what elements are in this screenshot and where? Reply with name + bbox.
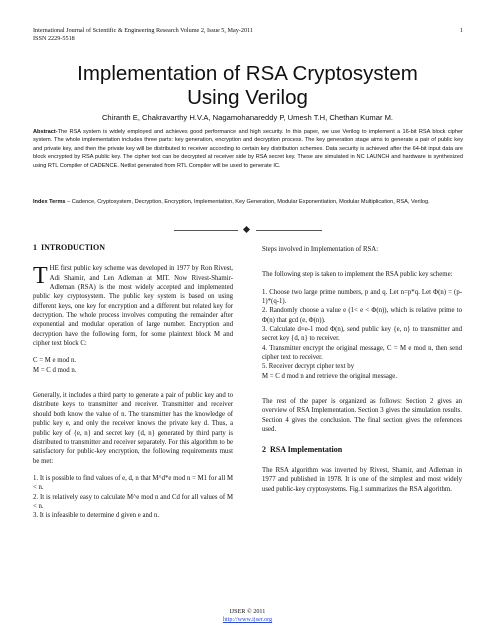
- issn: ISSN 2229-5518: [33, 35, 75, 42]
- steps-intro: The following step is taken to implement the RSA public key scheme:: [262, 271, 453, 279]
- abstract-text: The RSA system is widely employed and achieves good performance and high security. In this paper, we use Verilog to implement a 16-bit RSA block cipher system. The whole implementation includes three parts: key generation, encryption and decryption process. The key generation stage aims to generate a pair of public key and private key, and then the private key will be distributed to receiver according to certain key distribution schemes. Data security is achieved after the 64-bit input data are block encrypted by RSA public key. The cipher text can be decrypted at receiver side by RSA secret key. These are simulated in NC LAUNCH and hardware is synthesized using RTL Compiler of CADENCE. Netlist generated from RTL Compiler will be used to generate IC.: [33, 129, 463, 169]
- intro-paragraph: [33, 264, 233, 348]
- section-1-heading: [33, 243, 233, 252]
- authors: Chiranth E, Chakravarthy H.V.A, Nagamohanareddy P, Umesh T.H, Chethan Kumar M.: [101, 113, 394, 122]
- diamond-icon: [243, 226, 250, 233]
- equation-encrypt: C = M e mod n.: [33, 357, 77, 365]
- section-2-title: RSA Implementation: [270, 444, 343, 454]
- right-column: [262, 237, 462, 502]
- step-3: 3. Calculate d≡e-1 mod Φ(n), send public key {e, n} to transmitter and secret key {d, n} to receiver.: [262, 326, 462, 343]
- third-party-paragraph: Generally, it includes a third party to generate a pair of public key and to distribute keys to transmitter and receiver. Transmitter and receiver should both know the value of n. The transmitter has the knowledge of public key e, and only the receiver knows the private key d. Thus, a public key of {e, n} and secret key {d, n} generated by third party is distributed to transmitter and receiver separately. For this algorithm to be satisfactory for public-key encryption, the following requirements must be met:: [33, 392, 233, 465]
- divider-line-left: [174, 230, 238, 231]
- steps-heading: Steps involved in Implementation of RSA:: [262, 246, 379, 253]
- journal-name: International Journal of Scientific & Engineering Research Volume 2, Issue 5, May-2011: [33, 27, 254, 34]
- step-5-continued: M = C d mod n and retrieve the original message.: [262, 372, 398, 380]
- section-1-number: 1: [33, 243, 37, 252]
- page-number: 1: [459, 27, 463, 34]
- section-1-title-initial: I: [41, 243, 45, 252]
- section-1-title-rest: NTRODUCTION: [44, 243, 106, 252]
- section-divider: [174, 226, 322, 234]
- copyright: IJSER © 2011: [229, 608, 266, 615]
- running-header: [33, 27, 463, 43]
- index-terms: [33, 198, 463, 206]
- page-footer: [0, 608, 495, 624]
- abstract-label: Abstract-: [33, 129, 58, 135]
- journal-url-link[interactable]: http://www.ijser.org: [222, 616, 273, 623]
- requirement-1: 1. It is possible to find values of e, d, n that M^d*e mod n = M1 for all M < n.: [33, 474, 233, 492]
- requirement-2: 2. It is relatively easy to calculate M^e mod n and Cd for all values of M < n.: [33, 493, 233, 510]
- index-terms-label: Index Terms: [33, 199, 66, 205]
- requirement-3: 3. It is infeasible to determine d given e and n.: [33, 512, 160, 520]
- step-4: 4. Transmitter encrypt the original message, C = M e mod n, then send cipher text to receiver.: [262, 344, 462, 362]
- section-2-number: 2: [262, 444, 266, 454]
- organization-paragraph: The rest of the paper is organized as follows: Section 2 gives an overview of RSA Implementation. Section 3 gives the simulation results. Section 4 gives the conclusion. The final section gives the references used.: [262, 398, 462, 434]
- intro-text: HE first public key scheme was developed in 1977 by Ron Rivest, Adi Shamir, and Len Adleman at MIT. Now Rivest-Shamir-Adleman (RSA) is the most widely accepted and implemented public key cryptosystem. The public key system is based on using different keys, one key for encryption and a different but related key for decryption. The whole process involves computing the remainder after exponential and modular operation of large number. Encryption and decryption have the following form, for some plaintext block M and cipher text block C:: [33, 265, 233, 348]
- title-line-2: Using Verilog: [187, 86, 308, 109]
- index-terms-text: – Cadence, Cryptosystem, Decryption, Encryption, Implementation, Key Generation, Modular Exponentiation, Modular Multiplication, RSA, Verilog.: [65, 199, 430, 205]
- equation-decrypt: M = C d mod n.: [33, 366, 77, 374]
- step-5: 5. Receiver decrypt cipher text by: [262, 363, 355, 371]
- left-column: [33, 237, 233, 521]
- step-2: 2. Randomly choose a value e (1< e < Φ(n)), which is relative prime to Φ(n) that gcd (e, Φ(n)).: [262, 307, 462, 324]
- section-2-paragraph: The RSA algorithm was inverted by Rivest, Shamir, and Adleman in 1977 and published in 1978. It is one of the simplest and most widely used public-key cryptosystems. Fig.1 summarizes the RSA algorithm.: [262, 466, 462, 493]
- abstract: [33, 128, 463, 170]
- section-2-heading: [262, 445, 462, 454]
- paper-title: [0, 62, 495, 110]
- title-line-1: Implementation of RSA Cryptosystem: [77, 62, 418, 85]
- divider-line-right: [256, 230, 322, 231]
- step-1: 1. Choose two large prime numbers, p and q. Let n=p*q. Let Φ(n) = (p-1)*(q-1).: [262, 288, 462, 306]
- drop-cap: T: [33, 263, 48, 290]
